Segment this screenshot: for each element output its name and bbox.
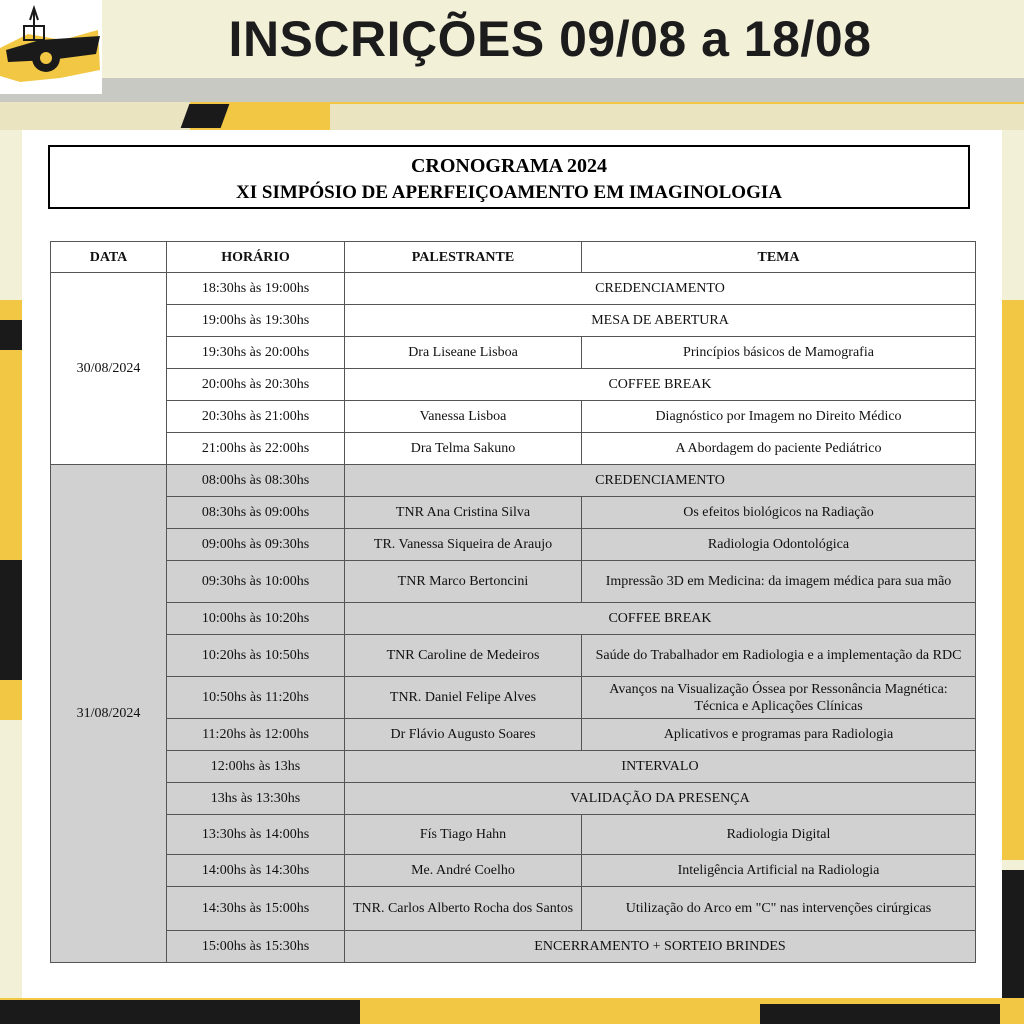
schedule-body <box>51 273 976 963</box>
table-row <box>51 931 976 963</box>
event-logo <box>0 0 102 94</box>
table-row <box>51 635 976 677</box>
background-bottom-dark <box>760 1004 1000 1024</box>
table-row <box>51 815 976 855</box>
document-title: CRONOGRAMA 2024 <box>410 155 608 177</box>
background-left-dark <box>0 560 22 680</box>
date-cell: 31/08/2024 <box>51 465 167 963</box>
time-cell: 18:30hs às 19:00hs <box>167 273 345 305</box>
topic-cell: Impressão 3D em Medicina: da imagem médica para sua mão <box>582 561 976 603</box>
time-cell: 10:50hs às 11:20hs <box>167 677 345 719</box>
time-cell: 21:00hs às 22:00hs <box>167 433 345 465</box>
speaker-cell: TNR Ana Cristina Silva <box>345 497 582 529</box>
speaker-cell: Vanessa Lisboa <box>345 401 582 433</box>
table-row <box>51 751 976 783</box>
column-header-date: DATA <box>51 242 167 273</box>
table-row <box>51 887 976 931</box>
event-cell: COFFEE BREAK <box>345 603 976 635</box>
background-cream-patch <box>0 102 190 130</box>
table-row <box>51 337 976 369</box>
table-row <box>51 677 976 719</box>
topic-cell: Inteligência Artificial na Radiologia <box>582 855 976 887</box>
event-cell: VALIDAÇÃO DA PRESENÇA <box>345 783 976 815</box>
speaker-cell: Dra Liseane Lisboa <box>345 337 582 369</box>
background-right-yellow <box>1002 300 1024 860</box>
time-cell: 10:00hs às 10:20hs <box>167 603 345 635</box>
column-header-topic: TEMA <box>582 242 976 273</box>
column-header-time: HORÁRIO <box>167 242 345 273</box>
time-cell: 14:00hs às 14:30hs <box>167 855 345 887</box>
table-row <box>51 783 976 815</box>
topic-cell: A Abordagem do paciente Pediátrico <box>582 433 976 465</box>
table-row <box>51 719 976 751</box>
time-cell: 20:30hs às 21:00hs <box>167 401 345 433</box>
time-cell: 19:00hs às 19:30hs <box>167 305 345 337</box>
table-row <box>51 561 976 603</box>
time-cell: 11:20hs às 12:00hs <box>167 719 345 751</box>
time-cell: 08:00hs às 08:30hs <box>167 465 345 497</box>
time-cell: 20:00hs às 20:30hs <box>167 369 345 401</box>
table-row <box>51 273 976 305</box>
logo-graphic <box>0 0 102 94</box>
topic-cell: Radiologia Digital <box>582 815 976 855</box>
speaker-cell: TR. Vanessa Siqueira de Araujo <box>345 529 582 561</box>
speaker-cell: Fís Tiago Hahn <box>345 815 582 855</box>
speaker-cell: TNR. Carlos Alberto Rocha dos Santos <box>345 887 582 931</box>
table-row <box>51 529 976 561</box>
schedule-table <box>50 241 976 963</box>
table-row <box>51 603 976 635</box>
time-cell: 10:20hs às 10:50hs <box>167 635 345 677</box>
table-row <box>51 465 976 497</box>
schedule-document <box>22 130 1002 998</box>
time-cell: 08:30hs às 09:00hs <box>167 497 345 529</box>
event-cell: CREDENCIAMENTO <box>345 273 976 305</box>
topic-cell: Aplicativos e programas para Radiologia <box>582 719 976 751</box>
time-cell: 13hs às 13:30hs <box>167 783 345 815</box>
speaker-cell: TNR Marco Bertoncini <box>345 561 582 603</box>
event-cell: ENCERRAMENTO + SORTEIO BRINDES <box>345 931 976 963</box>
event-cell: MESA DE ABERTURA <box>345 305 976 337</box>
time-cell: 13:30hs às 14:00hs <box>167 815 345 855</box>
time-cell: 09:30hs às 10:00hs <box>167 561 345 603</box>
speaker-cell: Me. André Coelho <box>345 855 582 887</box>
table-row <box>51 369 976 401</box>
speaker-cell: Dr Flávio Augusto Soares <box>345 719 582 751</box>
topic-cell: Princípios básicos de Mamografia <box>582 337 976 369</box>
event-cell: INTERVALO <box>345 751 976 783</box>
time-cell: 14:30hs às 15:00hs <box>167 887 345 931</box>
table-row <box>51 855 976 887</box>
registration-headline: INSCRIÇÕES 09/08 a 18/08 <box>228 11 872 67</box>
header-divider-band <box>0 78 1024 102</box>
table-row <box>51 305 976 337</box>
speaker-cell: Dra Telma Sakuno <box>345 433 582 465</box>
table-row <box>51 497 976 529</box>
background-cream-patch <box>330 104 1024 130</box>
date-cell: 30/08/2024 <box>51 273 167 465</box>
time-cell: 09:00hs às 09:30hs <box>167 529 345 561</box>
topic-cell: Saúde do Trabalhador em Radiologia e a implementação da RDC <box>582 635 976 677</box>
document-title-box <box>48 145 970 209</box>
topic-cell: Os efeitos biológicos na Radiação <box>582 497 976 529</box>
time-cell: 19:30hs às 20:00hs <box>167 337 345 369</box>
event-cell: COFFEE BREAK <box>345 369 976 401</box>
event-cell: CREDENCIAMENTO <box>345 465 976 497</box>
time-cell: 15:00hs às 15:30hs <box>167 931 345 963</box>
table-header-row <box>51 242 976 273</box>
table-row <box>51 433 976 465</box>
topic-cell: Radiologia Odontológica <box>582 529 976 561</box>
document-subtitle: XI SIMPÓSIO DE APERFEIÇOAMENTO EM IMAGINOLOGIA <box>236 182 782 203</box>
time-cell: 12:00hs às 13hs <box>167 751 345 783</box>
speaker-cell: TNR Caroline de Medeiros <box>345 635 582 677</box>
topic-cell: Avanços na Visualização Óssea por Ressonância Magnética: Técnica e Aplicações Clínicas <box>582 677 976 719</box>
background-left-dark <box>0 320 22 350</box>
column-header-speaker: PALESTRANTE <box>345 242 582 273</box>
topic-cell: Utilização do Arco em "C" nas intervenções cirúrgicas <box>582 887 976 931</box>
speaker-cell: TNR. Daniel Felipe Alves <box>345 677 582 719</box>
topic-cell: Diagnóstico por Imagem no Direito Médico <box>582 401 976 433</box>
table-row <box>51 401 976 433</box>
background-bottom-dark <box>0 1000 360 1024</box>
